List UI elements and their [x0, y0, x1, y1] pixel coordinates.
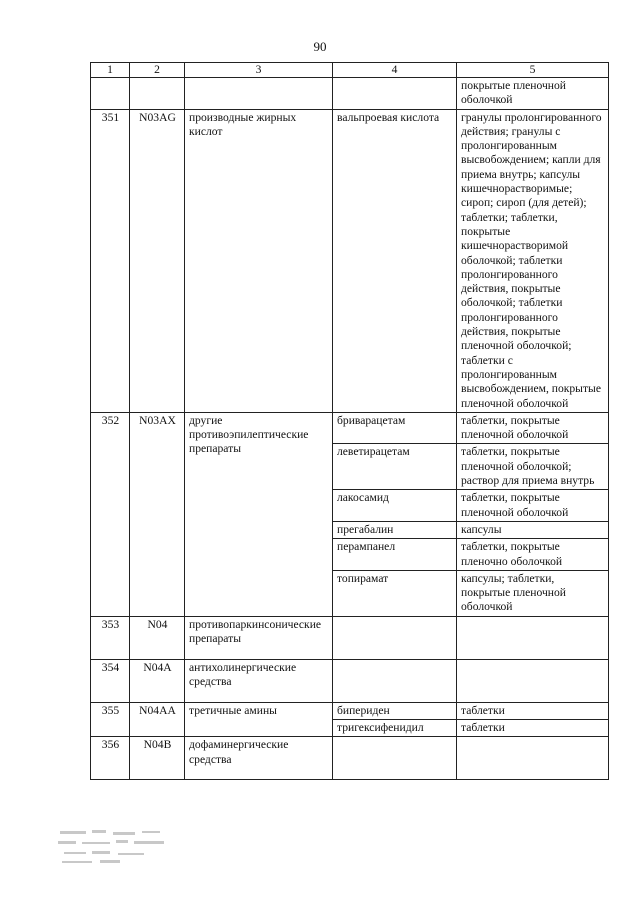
- continuation-form-cell: покрытые пленочной оболочкой: [457, 78, 609, 110]
- dosage-form: таблетки, покрытые пленочной оболочкой: [457, 412, 609, 444]
- dosage-form: таблетки, покрытые пленочной оболочкой; раствор для приема внутрь: [457, 444, 609, 490]
- continuation-row: [91, 78, 609, 110]
- group-name: противопаркинсонические препараты: [185, 616, 333, 659]
- drug-name: [333, 737, 457, 780]
- dosage-form: [457, 659, 609, 702]
- dosage-form: [457, 616, 609, 659]
- row-number: 355: [91, 702, 130, 737]
- drug-name: бриварацетам: [333, 412, 457, 444]
- dosage-form: капсулы; таблетки, покрытые пленочной оболочкой: [457, 570, 609, 616]
- table-row: [91, 412, 609, 444]
- row-number: 356: [91, 737, 130, 780]
- drug-name: топирамат: [333, 570, 457, 616]
- dosage-form: таблетки: [457, 702, 609, 719]
- table-row: [91, 659, 609, 702]
- group-name: дофаминергические средства: [185, 737, 333, 780]
- drug-name: леветирацетам: [333, 444, 457, 490]
- header-col-2: 2: [130, 63, 185, 78]
- group-name: другие противоэпилептические препараты: [185, 412, 333, 616]
- table-row: [91, 109, 609, 412]
- row-number: 352: [91, 412, 130, 616]
- drug-name: тригексифенидил: [333, 719, 457, 736]
- group-name: производные жирных кислот: [185, 109, 333, 412]
- drug-name: прегабалин: [333, 521, 457, 538]
- drug-name: лакосамид: [333, 490, 457, 522]
- medication-table: [90, 62, 609, 780]
- drug-name: вальпроевая кислота: [333, 109, 457, 412]
- page-number: 90: [313, 39, 327, 54]
- table-row: [91, 737, 609, 780]
- header-col-3: 3: [185, 63, 333, 78]
- table-row: [91, 702, 609, 719]
- dosage-form: таблетки, покрытые пленочно оболочкой: [457, 539, 609, 571]
- drug-name: бипериден: [333, 702, 457, 719]
- dosage-form: [457, 737, 609, 780]
- group-name: третичные амины: [185, 702, 333, 737]
- row-number: 351: [91, 109, 130, 412]
- row-number: 353: [91, 616, 130, 659]
- dosage-form: гранулы пролонгированного действия; гранулы с пролонгированным высвобождением; капли для приема внутрь; капсулы кишечнорастворимые; сироп; сироп (для детей); таблетки; таблетки, покрытые кишечнорастворимой оболочкой; таблетки пролонгированного действия, покрытые оболочкой; таблетки пролонгированного действия, покрытые пленочной оболочкой; таблетки с пролонгированным высвобождением, покрытые пленочной оболочкой: [457, 109, 609, 412]
- header-col-5: 5: [457, 63, 609, 78]
- row-number: 354: [91, 659, 130, 702]
- atc-code: N04: [130, 616, 185, 659]
- header-col-4: 4: [333, 63, 457, 78]
- atc-code: N04B: [130, 737, 185, 780]
- dosage-form: капсулы: [457, 521, 609, 538]
- atc-code: N04A: [130, 659, 185, 702]
- drug-name: [333, 616, 457, 659]
- faint-stamp-mark: [58, 828, 166, 866]
- atc-code: N03AX: [130, 412, 185, 616]
- header-col-1: 1: [91, 63, 130, 78]
- dosage-form: таблетки, покрытые пленочной оболочкой: [457, 490, 609, 522]
- drug-name: перампанел: [333, 539, 457, 571]
- drug-name: [333, 659, 457, 702]
- atc-code: N03AG: [130, 109, 185, 412]
- atc-code: N04AA: [130, 702, 185, 737]
- header-row: [91, 63, 609, 78]
- group-name: антихолинергические средства: [185, 659, 333, 702]
- table-row: [91, 616, 609, 659]
- dosage-form: таблетки: [457, 719, 609, 736]
